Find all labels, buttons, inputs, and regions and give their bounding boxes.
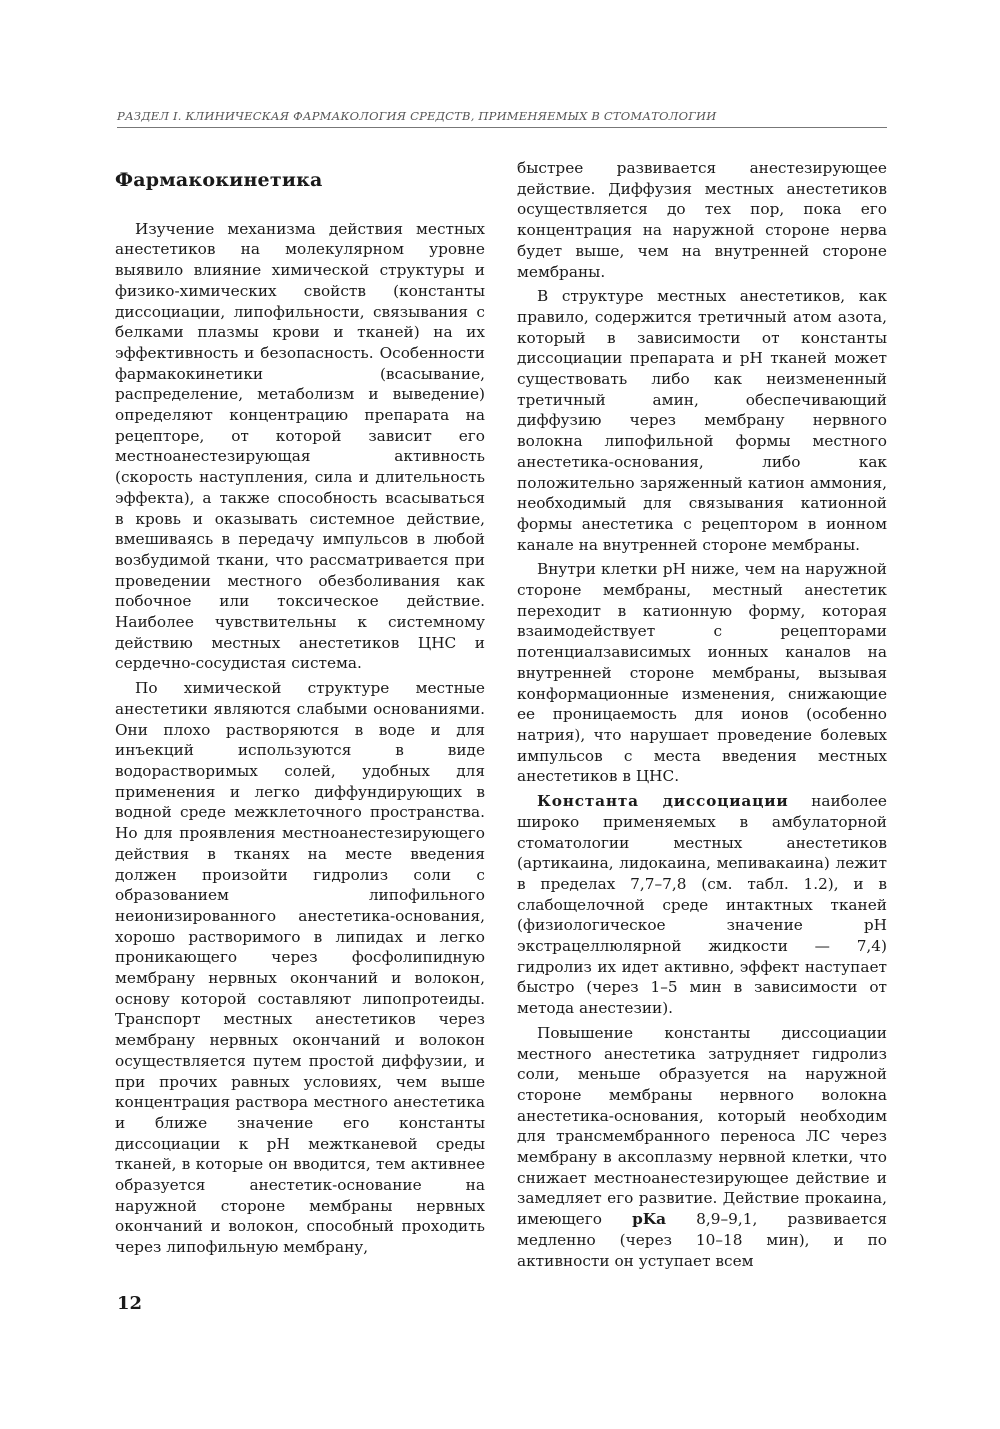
term-dissociation-constant: Константа диссоциации [537, 792, 789, 811]
paragraph-chemical-structure: По химической структуре местные анестетики являются слабыми основаниями. Они плохо растворяются в воде и для инъекций используются в виде водорастворимых солей, удобных для применения и легко диффундирующих в водной среде межклеточного пространства. Но для проявления местноанестезирующего действия в тканях на месте введения должен произойти гидролиз соли с образованием липофильного неионизированного анестетика-основания, хорошо растворимого в липидах и легко проникающего через фосфолипидную мембрану нервных окончаний и волокон, основу которой составляют липопротеиды. Транспорт местных анестетиков через мембрану нервных окончаний и волокон осуществляется путем простой диффузии, и при прочих равных условиях, чем выше концентрация раствора местного анестетика и ближе значение его константы диссоциации к pH межтканевой среды тканей, в которые он вводится, тем активнее образуется анестетик-основание на наружной стороне мембраны нервных окончаний и волокон, способный проходить через липофильную мембрану, [115, 679, 485, 1257]
paragraph-continuation: быстрее развивается анестезирующее действие. Диффузия местных анестетиков осуществляется до тех пор, пока его концентрация на наружной стороне нерва будет выше, чем на внутренней стороне мембраны. [517, 159, 887, 281]
section-title: Фармакокинетика [115, 169, 323, 191]
paragraph-dissociation-constant [517, 791, 887, 1019]
procaine-text: Повышение константы диссоциации местного анестетика затрудняет гидролиз соли, меньше образуется на наружной стороне мембраны нервного волокна анестетика-основания, который необходим для трансмембранного переноса ЛС через мембрану в аксоплазму нервной клетки, что снижает местноанестезирующее действие и замедляет его развитие. Действие прокаина, имеющего [517, 1023, 887, 1229]
term-pka: pKa [632, 1210, 667, 1229]
paragraph-cation-form: Внутри клетки pH ниже, чем на наружной стороне мембраны, местный анестетик переходит в катионную форму, которая взаимодействует с рецепторами потенциалзависимых ионных каналов на внутренней стороне мембраны, вызывая конформационные изменения, снижающие ее проницаемость для ионов (особенно натрия), что нарушает проведение болевых импульсов с места введения местных анестетиков в ЦНС. [517, 560, 887, 786]
right-column [517, 158, 887, 1275]
dissociation-text: наиболее широко применяемых в амбулаторной стоматологии местных анестетиков (артикаина, лидокаина, мепивакаина) лежит в пределах 7,7–7,8 (см. табл. 1.2), и в слабощелочной среде интактных тканей (физиологическое значение pH экстрацеллюлярной жидкости — 7,4) гидролиз их идет активно, эффект наступает быстро (через 1–5 мин в зависимости от метода анестезии). [517, 792, 887, 1018]
paragraph-procaine [517, 1023, 887, 1271]
left-column [115, 158, 485, 1262]
header-rule [117, 127, 887, 128]
running-head: РАЗДЕЛ I. КЛИНИЧЕСКАЯ ФАРМАКОЛОГИЯ СРЕДСТВ, ПРИМЕНЯЕМЫХ В СТОМАТОЛОГИИ [117, 109, 717, 123]
page-number: 12 [117, 1293, 143, 1314]
procaine-text-end: 8,9–9,1, развивается медленно (через 10–18 мин), и по активности он уступает всем [517, 1210, 887, 1270]
paragraph-tertiary-amine: В структуре местных анестетиков, как правило, содержится третичный атом азота, который в зависимости от константы диссоциации препарата и pH тканей может существовать либо как неизмененный третичный амин, обеспечивающий диффузию через мембрану нервного волокна липофильной формы местного анестетика-основания, либо как положительно заряженный катион аммония, необходимый для связывания катионной формы анестетика с рецептором в ионном канале на внутренней стороне мембраны. [517, 287, 887, 554]
paragraph-intro: Изучение механизма действия местных анестетиков на молекулярном уровне выявило влияние химической структуры и физико-химических свойств (константы диссоциации, липофильности, связывания с белками плазмы крови и тканей) на их эффективность и безопасность. Особенности фармакокинетики (всасывание, распределение, метаболизм и выведение) определяют концентрацию препарата на рецепторе, от которой зависит его местноанестезирующая активность (скорость наступления, сила и длительность эффекта), а также способность всасываться в кровь и оказывать системное действие, вмешиваясь в передачу импульсов в любой возбудимой ткани, что рассматривается при проведении местного обезболивания как побочное или токсическое действие. Наиболее чувствительны к системному действию местных анестетиков ЦНС и сердечно-сосудистая система. [115, 219, 485, 673]
